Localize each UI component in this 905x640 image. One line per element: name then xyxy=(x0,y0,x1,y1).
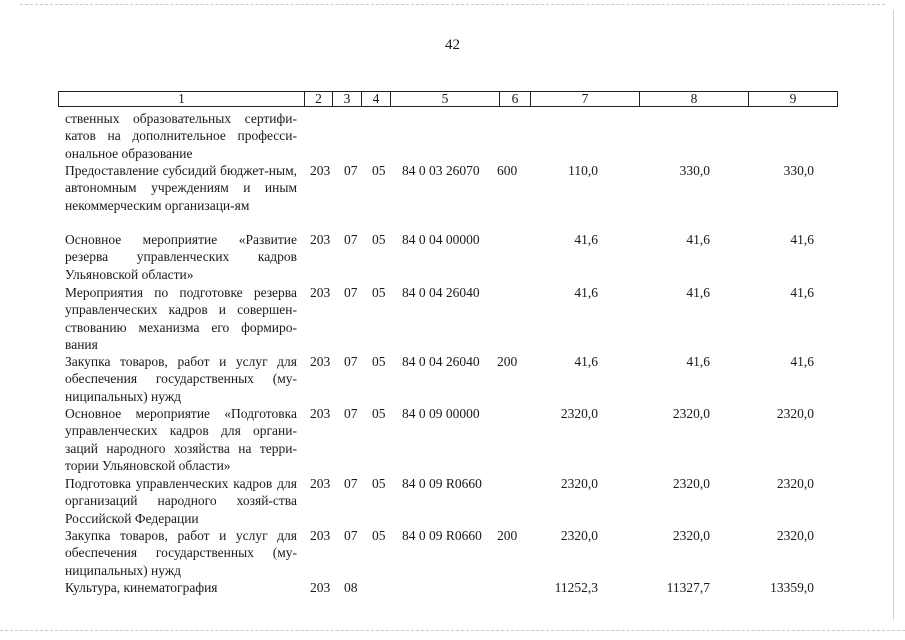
row-admin-code: 203 xyxy=(310,406,331,421)
row-section-code: 07 xyxy=(344,528,358,543)
row-subsection-code: 05 xyxy=(372,406,386,421)
row-admin-code: 203 xyxy=(310,528,331,543)
header-col-6: 6 xyxy=(500,92,531,106)
row-section-code: 07 xyxy=(344,232,358,247)
row-amount-col9: 330,0 xyxy=(783,163,814,178)
row-target-article: 84 0 04 00000 xyxy=(402,232,480,247)
row-target-article: 84 0 09 R0660 xyxy=(402,528,482,543)
row-amount-col9: 2320,0 xyxy=(776,476,814,491)
row-amount-col9: 41,6 xyxy=(790,285,814,300)
row-description: Подготовка управленческих кадров для организаций народного хозяй-ства Российской Федерации xyxy=(65,476,297,526)
row-admin-code: 203 xyxy=(310,163,331,178)
row-description: Закупка товаров, работ и услуг для обеспечения государственных (му-ниципальных) нужд xyxy=(65,528,297,578)
row-admin-code: 203 xyxy=(310,232,331,247)
row-amount-col7: 11252,3 xyxy=(554,580,598,595)
row-amount-col8: 2320,0 xyxy=(672,476,710,491)
row-section-code: 07 xyxy=(344,163,358,178)
row-amount-col9: 13359,0 xyxy=(770,580,814,595)
row-amount-col7: 41,6 xyxy=(574,354,598,369)
row-amount-col8: 11327,7 xyxy=(666,580,710,595)
row-subsection-code: 05 xyxy=(372,476,386,491)
row-expense-type: 200 xyxy=(497,528,518,543)
row-amount-col7: 2320,0 xyxy=(560,406,598,421)
row-amount-col9: 41,6 xyxy=(790,232,814,247)
row-subsection-code: 05 xyxy=(372,163,386,178)
row-expense-type: 600 xyxy=(497,163,518,178)
row-section-code: 07 xyxy=(344,354,358,369)
row-amount-col7: 110,0 xyxy=(568,163,598,178)
row-section-code: 07 xyxy=(344,406,358,421)
row-expense-type: 200 xyxy=(497,354,518,369)
row-description: Предоставление субсидий бюджет-ным, автономным учреждениям и иным некоммерческим организаци-ям xyxy=(65,163,297,213)
header-col-4: 4 xyxy=(362,92,391,106)
header-col-1: 1 xyxy=(59,92,305,106)
row-subsection-code: 05 xyxy=(372,354,386,369)
row-subsection-code: 05 xyxy=(372,232,386,247)
row-amount-col9: 41,6 xyxy=(790,354,814,369)
row-amount-col7: 41,6 xyxy=(574,232,598,247)
row-description: Основное мероприятие «Развитие резерва управленческих кадров Ульяновской области» xyxy=(65,232,297,282)
table-header-row xyxy=(58,91,838,107)
row-amount-col7: 41,6 xyxy=(574,285,598,300)
row-description: Мероприятия по подготовке резерва управленческих кадров и совершен-ствованию механизма его формиро-вания xyxy=(65,285,297,352)
row-target-article: 84 0 09 00000 xyxy=(402,406,480,421)
scan-edge-right xyxy=(893,10,895,620)
header-col-5: 5 xyxy=(391,92,500,106)
row-target-article: 84 0 04 26040 xyxy=(402,354,480,369)
row-section-code: 07 xyxy=(344,285,358,300)
row-admin-code: 203 xyxy=(310,354,331,369)
row-target-article: 84 0 03 26070 xyxy=(402,163,480,178)
scan-edge-top xyxy=(20,4,885,6)
row-description: Культура, кинематография xyxy=(65,580,218,595)
row-amount-col8: 2320,0 xyxy=(672,528,710,543)
row-description: Основное мероприятие «Подготовка управленческих кадров для органи-заций народного хозяйства на терри-тории Ульяновской области» xyxy=(65,406,297,473)
row-amount-col8: 41,6 xyxy=(686,285,710,300)
row-admin-code: 203 xyxy=(310,476,331,491)
page-number: 42 xyxy=(445,37,460,53)
row-amount-col7: 2320,0 xyxy=(560,528,598,543)
row-target-article: 84 0 04 26040 xyxy=(402,285,480,300)
scan-edge-bottom xyxy=(0,630,905,632)
row-description: ственных образовательных сертифи-катов на дополнительное професси-ональное образование xyxy=(65,111,297,161)
row-amount-col8: 2320,0 xyxy=(672,406,710,421)
row-subsection-code: 05 xyxy=(372,285,386,300)
header-col-8: 8 xyxy=(640,92,749,106)
row-amount-col8: 41,6 xyxy=(686,232,710,247)
row-target-article: 84 0 09 R0660 xyxy=(402,476,482,491)
row-subsection-code: 05 xyxy=(372,528,386,543)
row-amount-col8: 330,0 xyxy=(679,163,710,178)
header-col-2: 2 xyxy=(305,92,333,106)
row-admin-code: 203 xyxy=(310,580,331,595)
row-section-code: 07 xyxy=(344,476,358,491)
row-amount-col7: 2320,0 xyxy=(560,476,598,491)
header-col-3: 3 xyxy=(333,92,362,106)
header-col-7: 7 xyxy=(531,92,640,106)
row-description: Закупка товаров, работ и услуг для обеспечения государственных (му-ниципальных) нужд xyxy=(65,354,297,404)
row-amount-col9: 2320,0 xyxy=(776,406,814,421)
header-col-9: 9 xyxy=(789,91,797,106)
row-amount-col8: 41,6 xyxy=(686,354,710,369)
row-admin-code: 203 xyxy=(310,285,331,300)
row-amount-col9: 2320,0 xyxy=(776,528,814,543)
row-section-code: 08 xyxy=(344,580,358,595)
